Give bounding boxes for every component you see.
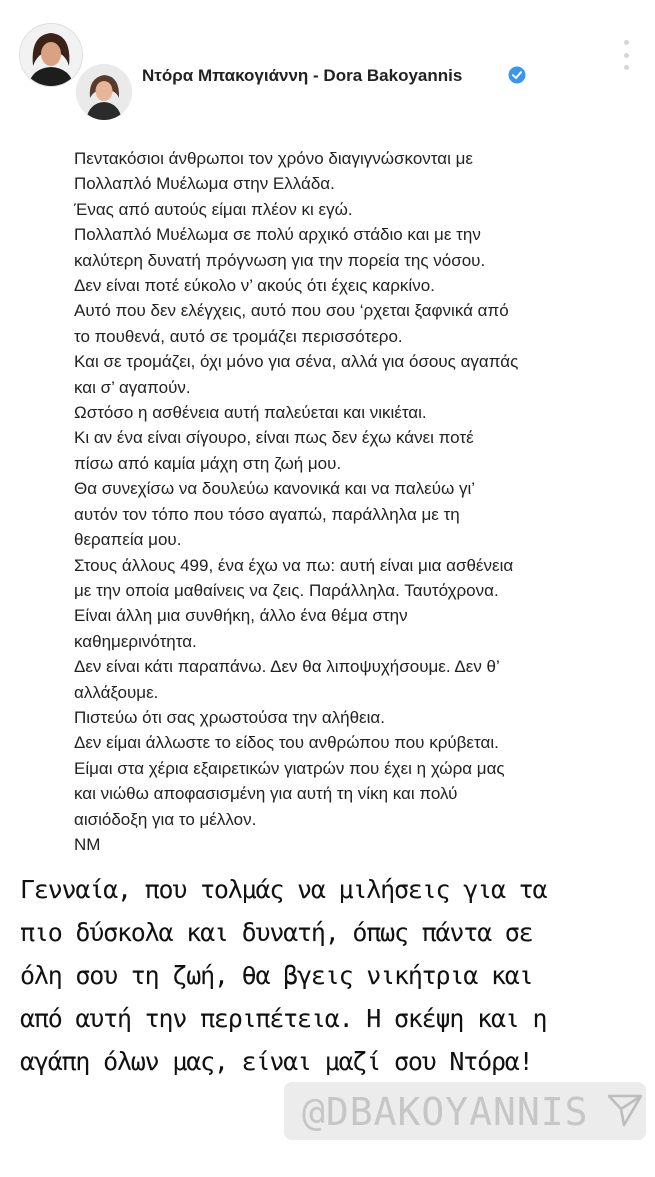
send-icon[interactable]: [605, 1090, 645, 1130]
post-line: Πολλαπλό Μυέλωμα σε πολύ αρχικό στάδιο και με την: [74, 225, 481, 245]
mention-sticker[interactable]: [284, 1082, 646, 1140]
post-line: αισιόδοξη για το μέλλον.: [74, 809, 257, 829]
post-signature: ΝΜ: [74, 834, 101, 854]
caption-line: πιο δύσκολα και δυνατή, όπως πάντα σε: [20, 918, 533, 947]
post-line: Και σε τρομάζει, όχι μόνο για σένα, αλλά για όσους αγαπάς: [74, 352, 519, 372]
post-line: Κι αν ένα είναι σίγουρο, είναι πως δεν έχω κάνει ποτέ: [74, 428, 474, 448]
post-line: Πολλαπλό Μυέλωμα στην Ελλάδα.: [74, 174, 335, 194]
post-line: Ωστόσο η ασθένεια αυτή παλεύεται και νικιέται.: [74, 403, 427, 423]
post-line: Δεν είναι ποτέ εύκολο ν’ ακούς ότι έχεις καρκίνο.: [74, 276, 435, 296]
story-caption: [20, 868, 635, 1083]
mention-text: @DBAKOYANNIS: [302, 1090, 589, 1134]
post-line: Δεν είμαι άλλωστε το είδος του ανθρώπου που κρύβεται.: [74, 733, 499, 753]
post-line: αυτόν τον τόπο που τόσο αγαπώ, παράλληλα με τη: [74, 504, 460, 524]
story-avatar[interactable]: [20, 24, 82, 86]
post-line: Στους άλλους 499, ένα έχω να πω: αυτή είναι μια ασθένεια: [74, 555, 514, 575]
post-line: Πιστεύω ότι σας χρωστούσα την αλήθεια.: [74, 707, 385, 727]
caption-line: όλη σου τη ζωή, θα βγεις νικήτρια και: [20, 961, 533, 990]
post-line: καθημερινότητα.: [74, 631, 197, 651]
caption-line: από αυτή την περιπέτεια. Η σκέψη και η: [20, 1004, 547, 1033]
post-line: Δεν είναι κάτι παραπάνω. Δεν θα λιποψυχήσουμε. Δεν θ’: [74, 657, 500, 677]
post-line: καλύτερη δυνατή πρόγνωση για την πορεία της νόσου.: [74, 250, 486, 270]
caption-line: αγάπη όλων μας, είναι μαζί σου Ντόρα!: [20, 1047, 533, 1076]
post-line: Πεντακόσιοι άνθρωποι τον χρόνο διαγιγνώσκονται με: [74, 149, 473, 168]
post-line: Θα συνεχίσω να δουλεύω κανονικά και να παλεύω γι’: [74, 479, 476, 499]
story-time: 27 λεπ.: [338, 42, 395, 61]
post-text: [74, 146, 634, 857]
more-options-icon[interactable]: [619, 40, 633, 70]
story-progress-bar: [8, 7, 647, 10]
post-line: το πουθενά, αυτό σε τρομάζει περισσότερο.: [74, 326, 403, 346]
post-line: θεραπεία μου.: [74, 530, 182, 550]
post-line: και νιώθω αποφασισμένη για αυτή τη νίκη και πολύ: [74, 784, 458, 804]
story-username[interactable]: olgakefalogianni: [110, 42, 245, 61]
post-line: πίσω από καμία μάχη στη ζωή μου.: [74, 453, 342, 473]
post-line: Είναι άλλη μια συνθήκη, άλλο ένα θέμα στην: [74, 606, 408, 626]
post-line: Ένας από αυτούς είμαι πλέον κι εγώ.: [74, 199, 353, 219]
post-line: και σ’ αγαπούν.: [74, 377, 191, 397]
story-header: [20, 24, 645, 88]
post-line: με την οποία μαθαίνεις να ζεις. Παράλληλα. Ταυτόχρονα.: [74, 580, 499, 600]
post-line: αλλάξουμε.: [74, 682, 159, 702]
post-line: Είμαι στα χέρια εξαιρετικών γιατρών που έχει η χώρα μας: [74, 758, 505, 778]
post-line: Αυτό που δεν ελέγχεις, αυτό που σου ‘ρχεται ξαφνικά από: [74, 301, 509, 321]
caption-line: Γενναία, που τολμάς να μιλήσεις για τα: [20, 875, 547, 904]
story-progress-fill: [8, 7, 219, 10]
post-author-name: Ντόρα Μπακογιάννη - Dora Bakoyannis: [142, 66, 463, 85]
